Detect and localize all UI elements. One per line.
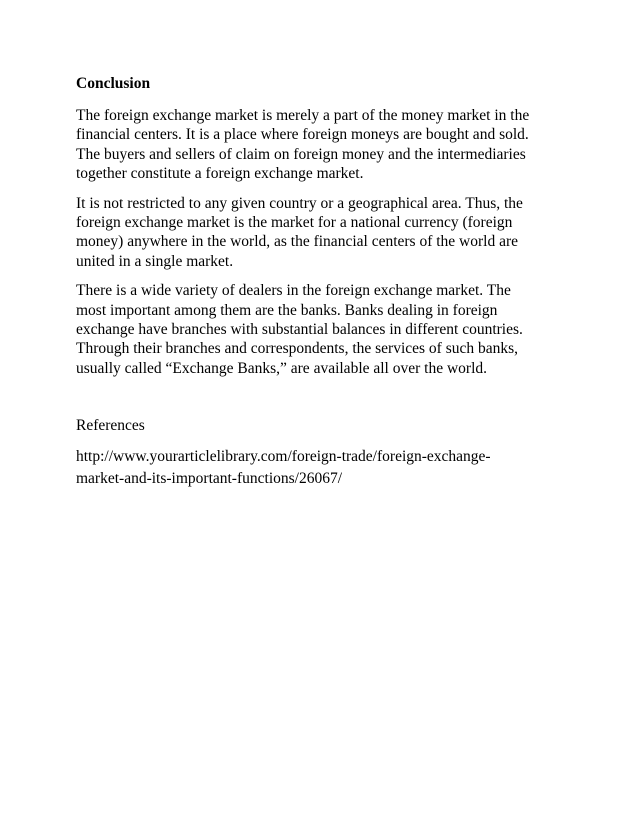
paragraph-line: financial centers. It is a place where foreign moneys are bought and sold.	[76, 126, 529, 144]
paragraph-line: The buyers and sellers of claim on foreign money and the intermediaries	[76, 145, 526, 163]
conclusion-paragraph-3	[76, 281, 566, 378]
paragraph-line: exchange have branches with substantial balances in different countries.	[76, 321, 523, 339]
paragraph-line: It is not restricted to any given country or a geographical area. Thus, the	[76, 194, 523, 212]
paragraph-line: There is a wide variety of dealers in the foreign exchange market. The	[76, 282, 511, 300]
paragraph-line: The foreign exchange market is merely a part of the money market in the	[76, 107, 530, 124]
conclusion-paragraph-1	[76, 106, 566, 184]
paragraph-line: money) anywhere in the world, as the financial centers of the world are	[76, 233, 519, 251]
document-content	[76, 74, 566, 490]
paragraph-line: united in a single market.	[76, 252, 234, 270]
reference-url[interactable]	[76, 446, 566, 490]
paragraph-line: together constitute a foreign exchange market.	[76, 165, 364, 183]
reference-url-line[interactable]: http://www.yourarticlelibrary.com/foreign-trade/foreign-exchange-	[76, 448, 491, 466]
paragraph-line: most important among them are the banks. Banks dealing in foreign	[76, 301, 498, 319]
conclusion-paragraph-2	[76, 194, 566, 272]
paragraph-line: foreign exchange market is the market for a national currency (foreign	[76, 214, 513, 232]
references-heading: References	[76, 417, 145, 435]
reference-url-line[interactable]: market-and-its-important-functions/26067/	[76, 470, 343, 488]
paragraph-line: Through their branches and correspondents, the services of such banks,	[76, 340, 519, 358]
paragraph-line: usually called “Exchange Banks,” are available all over the world.	[76, 359, 488, 377]
conclusion-heading: Conclusion	[76, 75, 151, 92]
